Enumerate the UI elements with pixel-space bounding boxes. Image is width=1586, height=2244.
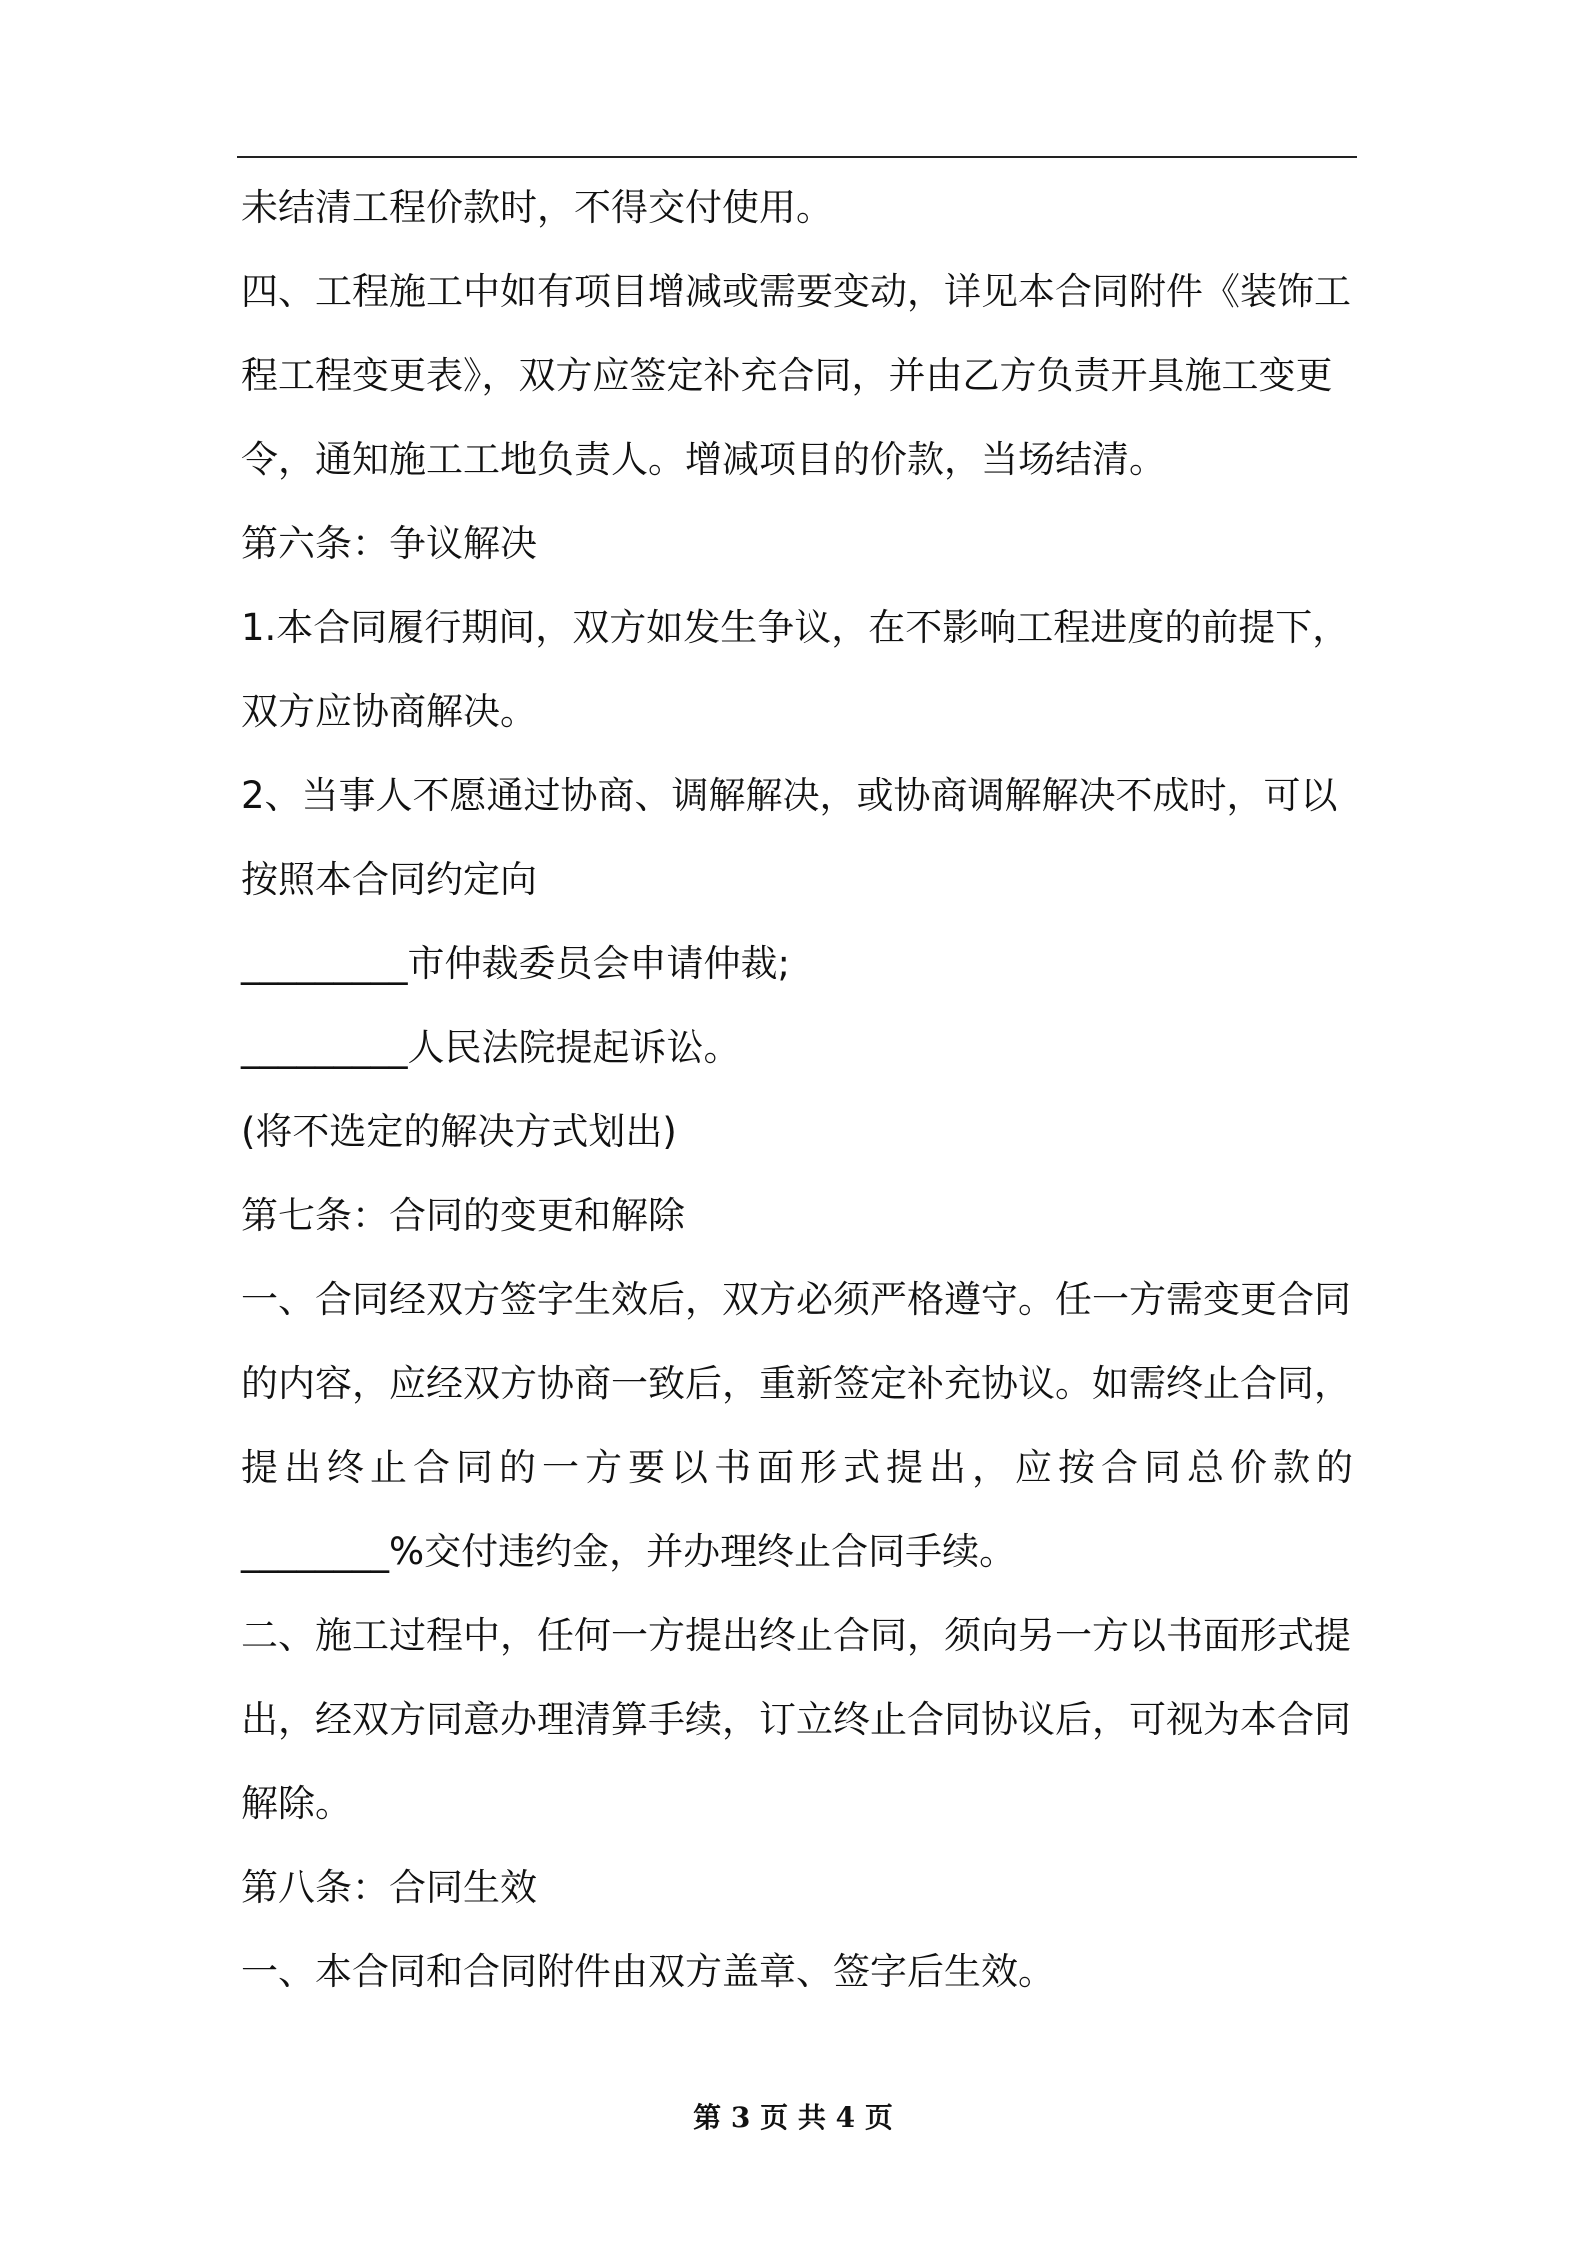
page-number: 第 3 页 共 4 页 (693, 2101, 893, 2134)
text-line: 2、当事人不愿通过协商、调解解决，或协商调解解决不成时，可以 (241, 774, 1338, 817)
text-line: 的内容，应经双方协商一致后，重新签定补充协议。如需终止合同， (241, 1362, 1351, 1405)
text-line: 一、合同经双方签字生效后，双方必须严格遵守。任一方需变更合同 (241, 1278, 1351, 1321)
section-heading: 第六条：争议解决 (241, 522, 537, 565)
text-line: 解除。 (241, 1782, 352, 1825)
text-line: 四、工程施工中如有项目增减或需要变动，详见本合同附件《装饰工 (241, 270, 1351, 313)
text-line: 令，通知施工工地负责人。增减项目的价款，当场结清。 (241, 438, 1166, 481)
text-line: 1.本合同履行期间，双方如发生争议，在不影响工程进度的前提下， (241, 606, 1350, 649)
text-line: 一、本合同和合同附件由双方盖章、签字后生效。 (241, 1950, 1055, 1993)
text-line: 双方应协商解决。 (241, 690, 537, 733)
text-line: _________人民法院提起诉讼。 (241, 1026, 741, 1069)
section-heading: 第八条：合同生效 (241, 1866, 537, 1909)
text-line: 未结清工程价款时，不得交付使用。 (241, 186, 833, 229)
document-body (241, 166, 1361, 2014)
text-line: 二、施工过程中，任何一方提出终止合同，须向另一方以书面形式提 (241, 1614, 1351, 1657)
text-line: ________%交付违约金，并办理终止合同手续。 (241, 1530, 1017, 1573)
section-heading: 第七条：合同的变更和解除 (241, 1194, 685, 1237)
text-line: (将不选定的解决方式划出) (241, 1110, 677, 1153)
text-line: 提出终止合同的一方要以书面形式提出，应按合同总价款的 (241, 1446, 1359, 1489)
text-line: _________市仲裁委员会申请仲裁; (241, 942, 790, 985)
text-line: 按照本合同约定向 (241, 858, 537, 901)
text-line: 出，经双方同意办理清算手续，订立终止合同协议后，可视为本合同 (241, 1698, 1351, 1741)
text-line: 程工程变更表》，双方应签定补充合同，并由乙方负责开具施工变更 (241, 354, 1333, 397)
header-rule (237, 156, 1357, 158)
